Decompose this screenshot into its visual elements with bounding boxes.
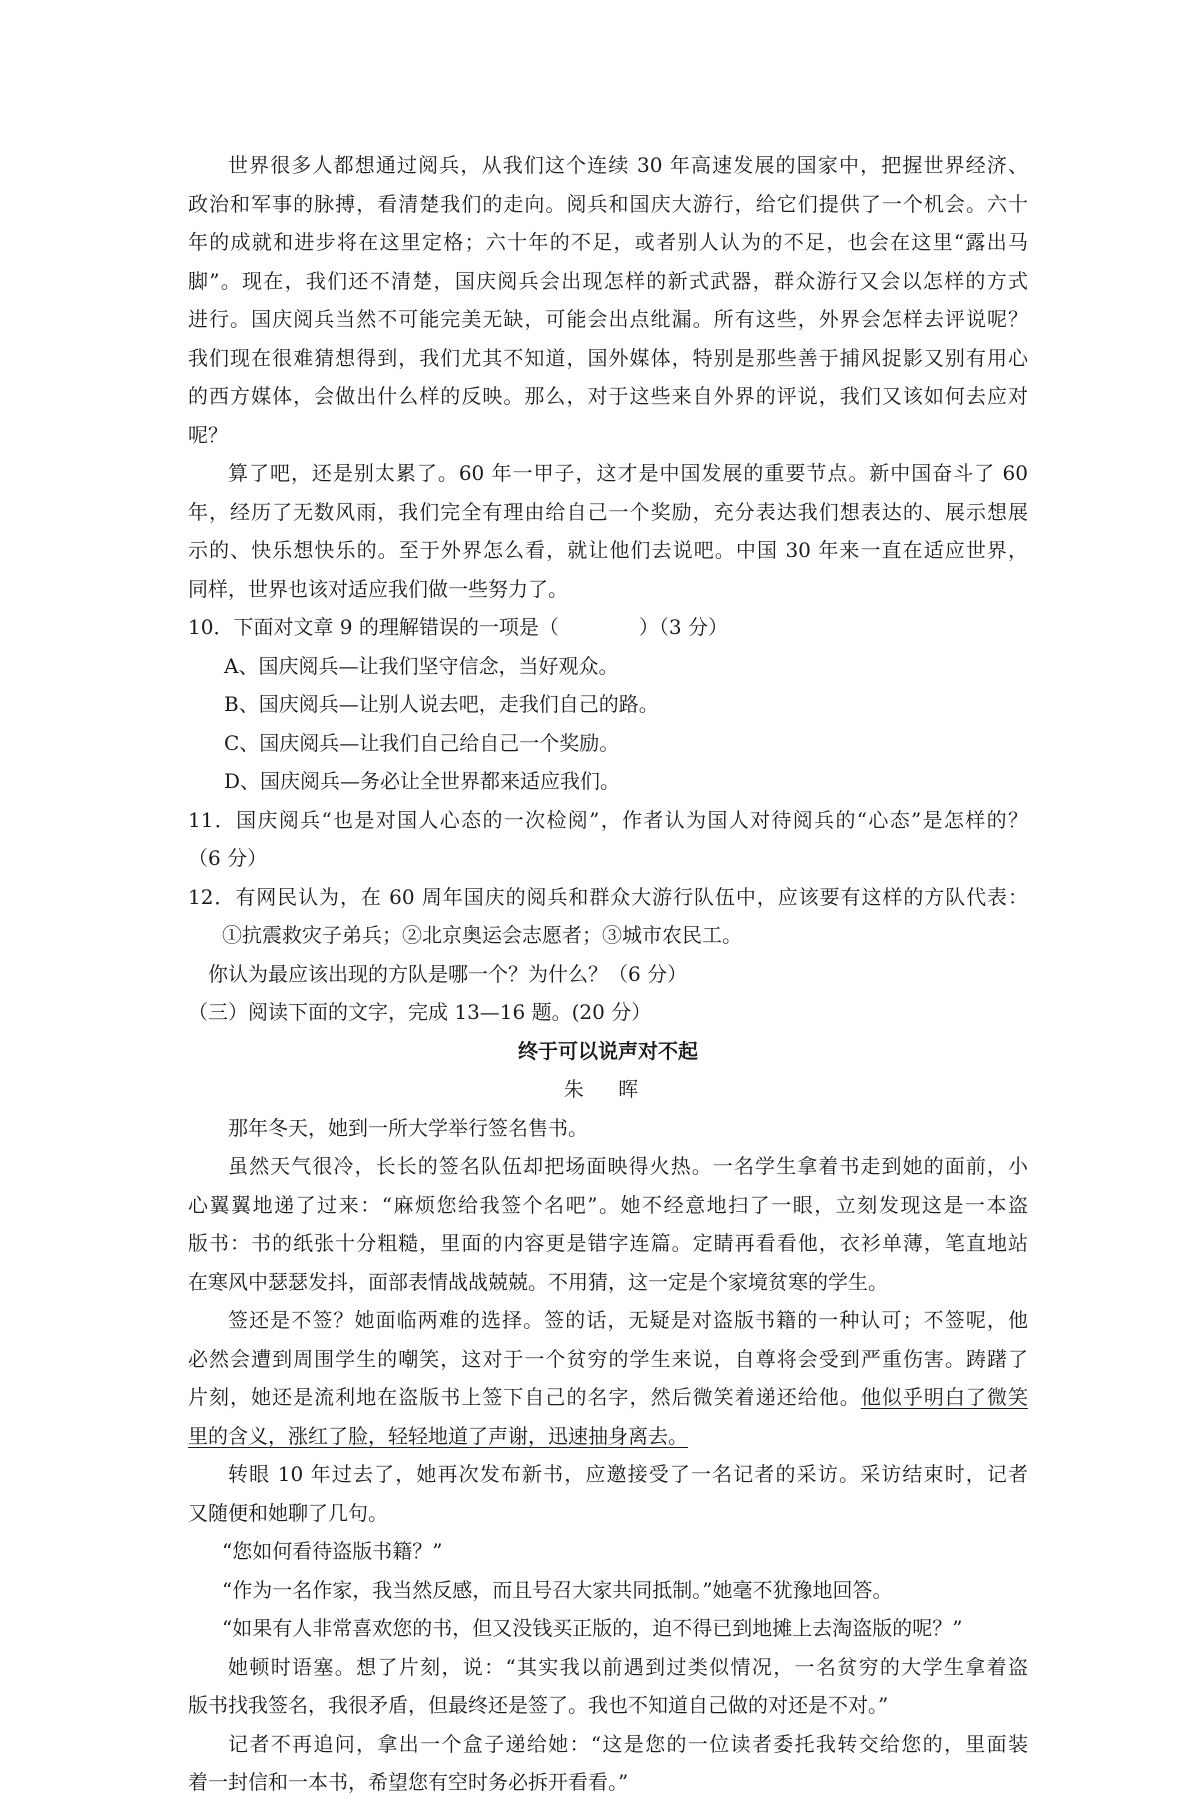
dialogue-line: “如果有人非常喜欢您的书，但又没钱买正版的，迫不得已到地摊上去淘盗版的呢？” xyxy=(222,1616,963,1640)
section-heading: （三）阅读下面的文字，完成 13—16 题。(20 分） xyxy=(188,1000,652,1024)
question-12 xyxy=(188,878,1028,994)
question-score: （6 分） xyxy=(188,846,268,870)
question-10 xyxy=(188,608,1028,801)
question-prompt: 你认为最应该出现的方队是哪一个？为什么？（6 分） xyxy=(208,961,688,986)
text-line xyxy=(188,1378,1028,1417)
story-paragraph-3 xyxy=(188,1301,1028,1455)
text-line: 版书找我签名，我很矛盾，但最终还是签了。我也不知道自己做的对还是不对。” xyxy=(188,1693,889,1717)
text-line: 心翼翼地递了过来：“麻烦您给我签个名吧”。她不经意地扫了一眼，立刻发现这是一本盗 xyxy=(188,1192,1028,1217)
underlined-sentence: 他似乎明白了微笑 xyxy=(860,1385,1029,1409)
text-line: 转眼 10 年过去了，她再次发布新书，应邀接受了一名记者的采访。采访结束时，记者 xyxy=(228,1462,1028,1486)
text-line: 进行。国庆阅兵当然不可能完美无缺，可能会出点纰漏。所有这些，外界会怎样去评说呢？ xyxy=(188,307,1028,331)
text-line: 虽然天气很冷，长长的签名队伍却把场面映得火热。一名学生拿着书走到她的面前，小 xyxy=(228,1154,1028,1178)
paragraph-2 xyxy=(188,454,1028,608)
dialogue-line: “作为一名作家，我当然反感，而且号召大家共同抵制。”她毫不犹豫地回答。 xyxy=(222,1577,893,1602)
text-line: 又随便和她聊了几句。 xyxy=(188,1500,388,1525)
text-line: 的西方媒体，会做出什么样的反映。那么，对于这些来自外界的评说，我们又该如何去应对 xyxy=(188,384,1028,408)
text-line: 签还是不签？她面临两难的选择。签的话，无疑是对盗版书籍的一种认可；不签呢，他 xyxy=(228,1308,1028,1332)
story-paragraph-8 xyxy=(188,1648,1028,1725)
text-line: 年，经历了无数风雨，我们完全有理由给自己一个奖励，充分表达我们想表达的、展示想展 xyxy=(188,499,1028,524)
text-line: 必然会遭到周围学生的嘲笑，这对于一个贫穷的学生来说，自尊将会受到严重伤害。踌躇了 xyxy=(188,1346,1028,1371)
text-line xyxy=(188,1417,1028,1456)
text-line: 年的成就和进步将在这里定格；六十年的不足，或者别人认为的不足，也会在这里“露出马 xyxy=(188,230,1028,254)
text-line: 脚”。现在，我们还不清楚，国庆阅兵会出现怎样的新式武器，群众游行又会以怎样的方式 xyxy=(188,268,1028,293)
question-stem: 10．下面对文章 9 的理解错误的一项是（ ）（3 分） xyxy=(188,615,728,639)
underlined-sentence: 里的含义，涨红了脸，轻轻地道了声谢，迅速抽身离去。 xyxy=(188,1423,688,1448)
text-line: 世界很多人都想通过阅兵，从我们这个连续 30 年高速发展的国家中，把握世界经济、 xyxy=(228,153,1028,177)
option-b: B、国庆阅兵—让别人说去吧，走我们自己的路。 xyxy=(224,692,659,716)
text-line: 她顿时语塞。想了片刻，说：“其实我以前遇到过类似情况，一名贫穷的大学生拿着盗 xyxy=(228,1654,1028,1679)
paragraph-1 xyxy=(188,146,1028,454)
story-paragraph-2 xyxy=(188,1147,1028,1301)
text-line: 呢？ xyxy=(188,422,228,447)
page-content xyxy=(188,146,1028,1802)
text-line: 政治和军事的脉搏，看清楚我们的走向。阅兵和国庆大游行，给它们提供了一个机会。六十 xyxy=(188,191,1028,216)
option-d: D、国庆阅兵—务必让全世界都来适应我们。 xyxy=(224,769,621,793)
text-line: 在寒风中瑟瑟发抖，面部表情战战兢兢。不用猜，这一定是个家境贫寒的学生。 xyxy=(188,1269,888,1294)
dialogue-line: “您如何看待盗版书籍？” xyxy=(222,1539,443,1563)
option-c: C、国庆阅兵—让我们自己给自己一个奖励。 xyxy=(224,730,620,755)
text-line: 版书：书的纸张十分粗糙，里面的内容更是错字连篇。定睛再看看他，衣衫单薄，笔直地站 xyxy=(188,1231,1028,1255)
story-paragraph-9 xyxy=(188,1725,1028,1802)
text-line: 记者不再追问，拿出一个盒子递给她：“这是您的一位读者委托我转交给您的，里面装 xyxy=(228,1731,1028,1756)
story-paragraph-4 xyxy=(188,1455,1028,1532)
story-paragraph-1: 那年冬天，她到一所大学举行签名售书。 xyxy=(228,1115,588,1140)
story-title: 终于可以说声对不起 xyxy=(518,1038,698,1063)
text-line: 着一封信和一本书，希望您有空时务必拆开看看。” xyxy=(188,1770,629,1794)
text-line: 我们现在很难猜想得到，我们尤其不知道，国外媒体，特别是那些善于捕风捉影又别有用心 xyxy=(188,345,1028,370)
question-11 xyxy=(188,801,1028,878)
text-line: 同样，世界也该对适应我们做一些努力了。 xyxy=(188,576,568,601)
question-choices: ①抗震救灾子弟兵；②北京奥运会志愿者；③城市农民工。 xyxy=(222,923,742,947)
text-line: 算了吧，还是别太累了。60 年一甲子，这才是中国发展的重要节点。新中国奋斗了 60 xyxy=(228,461,1028,485)
text-line: 示的、快乐想快乐的。至于外界怎么看，就让他们去说吧。中国 30 年来一直在适应世界， xyxy=(188,538,1028,562)
plain-text: 片刻，她还是流利地在盗版书上签下自己的名字，然后微笑着递还给他。 xyxy=(188,1385,861,1409)
question-stem: 11．国庆阅兵“也是对国人心态的一次检阅”，作者认为国人对待阅兵的“心态”是怎样的？ xyxy=(188,807,1028,832)
option-a: A、国庆阅兵—让我们坚守信念，当好观众。 xyxy=(224,653,619,678)
question-stem: 12．有网民认为，在 60 周年国庆的阅兵和群众大游行队伍中，应该要有这样的方队代表： xyxy=(188,884,1028,909)
story-author: 朱 晖 xyxy=(563,1077,653,1101)
